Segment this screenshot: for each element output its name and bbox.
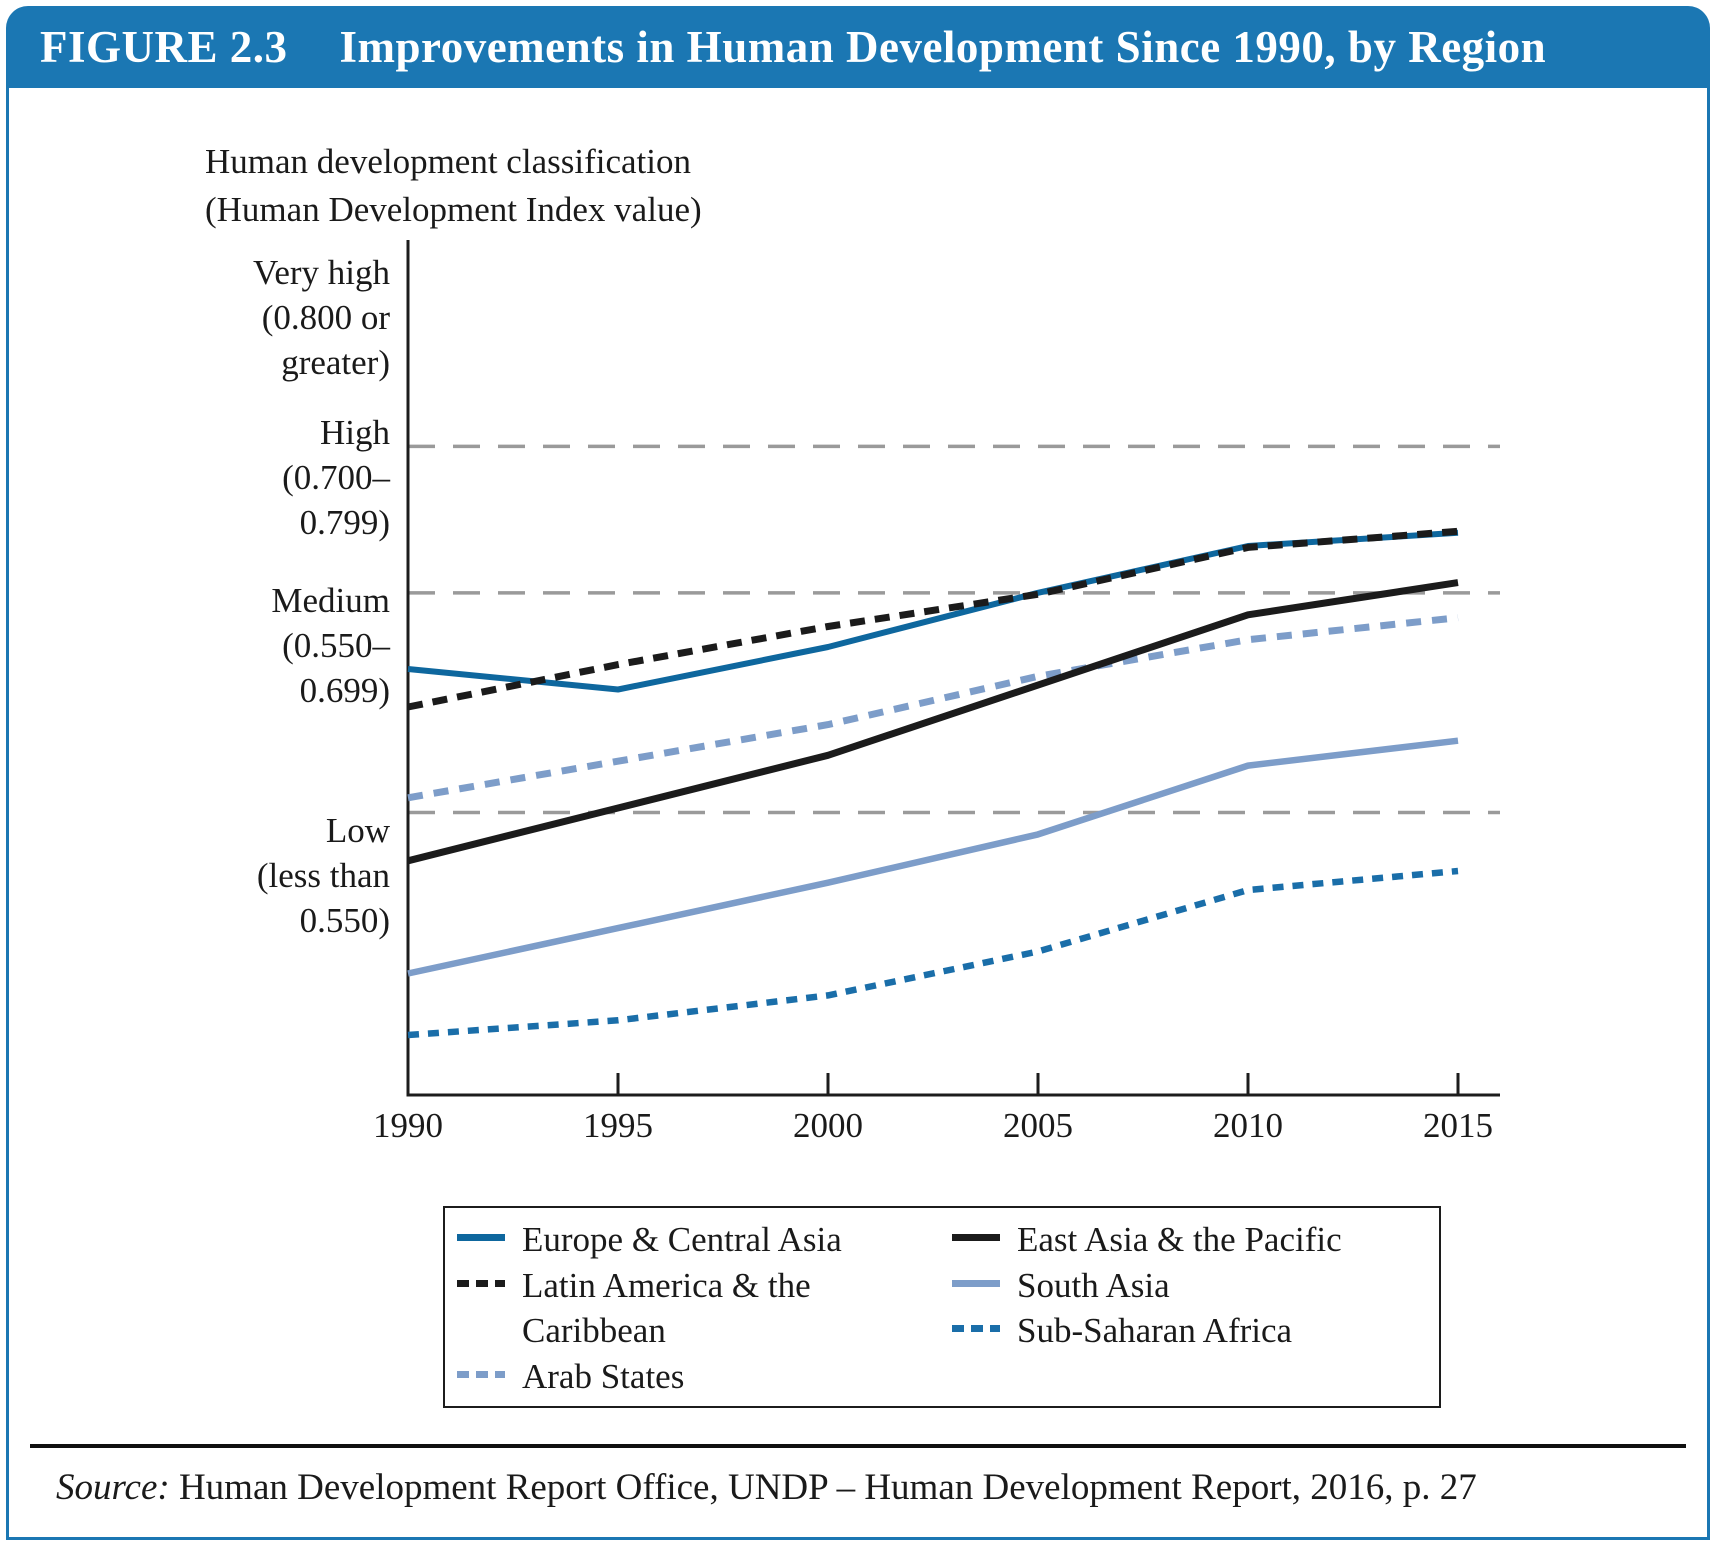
- x-tick-1995: 1995: [583, 1106, 653, 1145]
- source-divider-rule: [30, 1444, 1686, 1448]
- y-axis-title-line1: Human development classification: [205, 142, 691, 181]
- y-axis-title-line2: (Human Development Index value): [205, 190, 702, 229]
- x-tick-2015: 2015: [1423, 1106, 1493, 1145]
- source-line: [56, 1466, 1477, 1509]
- legend-item-east-asia-pacific: East Asia & the Pacific: [952, 1217, 1342, 1262]
- legend-item-latin-america-caribbean: Latin America & the Caribbean: [457, 1263, 811, 1353]
- legend-swatch-east-asia-pacific: [952, 1234, 1000, 1241]
- legend-swatch-arab-states: [457, 1371, 505, 1378]
- x-tick-1990: 1990: [373, 1106, 443, 1145]
- x-tick-2005: 2005: [1003, 1106, 1073, 1145]
- legend-swatch-sub-saharan-africa: [952, 1325, 1000, 1332]
- x-tick-2000: 2000: [793, 1106, 863, 1145]
- y-band-label-low: Low (less than 0.550): [256, 811, 390, 940]
- y-band-label-very-high: Very high (0.800 or greater): [252, 253, 390, 382]
- legend-item-sub-saharan-africa: Sub-Saharan Africa: [952, 1308, 1292, 1353]
- x-tick-2010: 2010: [1213, 1106, 1283, 1145]
- legend-item-south-asia: South Asia: [952, 1263, 1170, 1308]
- figure-number: FIGURE 2.3: [40, 22, 288, 72]
- legend-swatch-latin-america-caribbean: [457, 1280, 505, 1287]
- legend-swatch-south-asia: [952, 1280, 1000, 1287]
- y-band-label-medium: Medium (0.550– 0.699): [271, 581, 390, 710]
- source-text: Human Development Report Office, UNDP – Human Development Report, 2016, p. 27: [169, 1467, 1477, 1508]
- source-prefix: Source:: [56, 1467, 170, 1508]
- legend-item-europe-central-asia: Europe & Central Asia: [457, 1217, 842, 1262]
- legend-swatch-europe-central-asia: [457, 1234, 505, 1241]
- legend-item-arab-states: Arab States: [457, 1354, 684, 1399]
- figure-title: Improvements in Human Development Since 1990, by Region: [339, 22, 1547, 72]
- y-band-label-high: High (0.700– 0.799): [282, 413, 390, 542]
